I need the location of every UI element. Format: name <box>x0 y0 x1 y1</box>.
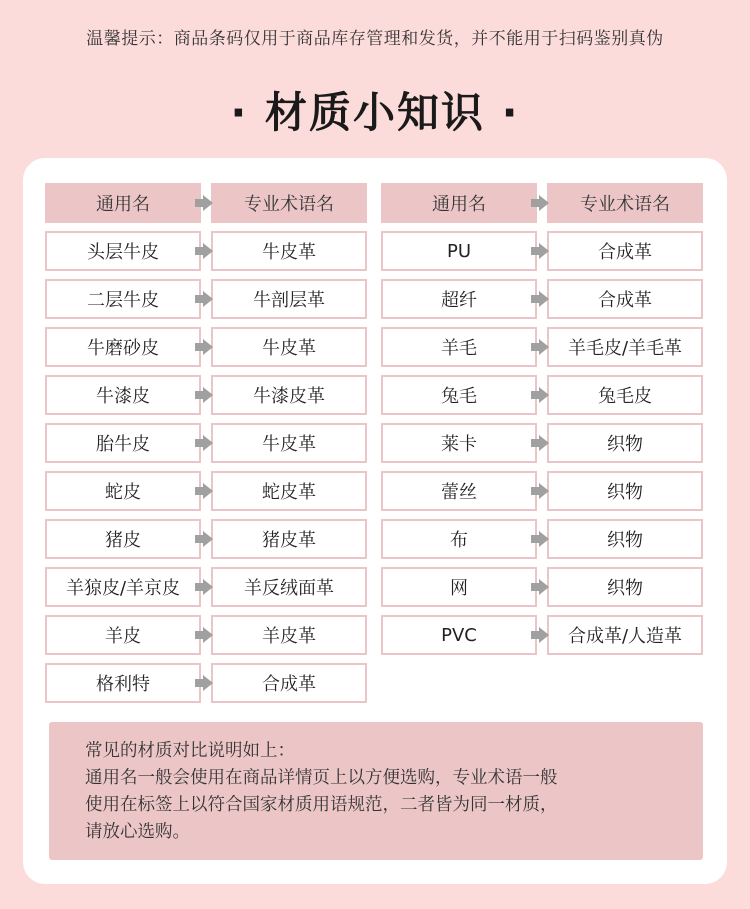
term-name-cell: 牛皮革 <box>211 231 367 271</box>
arrow-right-icon <box>531 627 549 643</box>
table-row <box>45 519 367 559</box>
common-name-cell: 羊皮 <box>45 615 201 655</box>
common-name-cell: 网 <box>381 567 537 607</box>
note-line: 使用在标签上以符合国家材质用语规范，二者皆为同一材质， <box>85 795 558 815</box>
common-name-cell: PU <box>381 231 537 271</box>
table-row <box>381 231 703 271</box>
arrow-right-icon <box>531 291 549 307</box>
explanation-note <box>49 722 703 860</box>
table-row <box>381 567 703 607</box>
table-row <box>381 519 703 559</box>
term-name-cell: 牛漆皮革 <box>211 375 367 415</box>
common-name-cell: 蛇皮 <box>45 471 201 511</box>
arrow-right-icon <box>195 579 213 595</box>
term-name-cell: 羊反绒面革 <box>211 567 367 607</box>
term-name-cell: 织物 <box>547 519 703 559</box>
term-name-cell: 牛皮革 <box>211 423 367 463</box>
arrow-right-icon <box>531 531 549 547</box>
term-name-cell: 牛皮革 <box>211 327 367 367</box>
arrow-right-icon <box>531 339 549 355</box>
table-row <box>45 567 367 607</box>
arrow-right-icon <box>195 435 213 451</box>
term-name-cell: 合成革 <box>547 279 703 319</box>
term-name-cell: 合成革 <box>547 231 703 271</box>
arrow-right-icon <box>531 195 549 211</box>
term-name-cell: 羊毛皮/羊毛革 <box>547 327 703 367</box>
material-card <box>23 158 727 884</box>
table-row <box>381 279 703 319</box>
arrow-right-icon <box>531 387 549 403</box>
common-name-cell: 牛漆皮 <box>45 375 201 415</box>
table-row <box>381 423 703 463</box>
arrow-right-icon <box>195 291 213 307</box>
table-row <box>45 231 367 271</box>
right-material-table <box>381 183 703 663</box>
arrow-right-icon <box>195 675 213 691</box>
table-header-row <box>381 183 703 223</box>
table-row <box>381 615 703 655</box>
header-term-name: 专业术语名 <box>547 183 703 223</box>
term-name-cell: 合成革/人造革 <box>547 615 703 655</box>
header-common-name: 通用名 <box>45 183 201 223</box>
table-row <box>381 375 703 415</box>
term-name-cell: 合成革 <box>211 663 367 703</box>
common-name-cell: 羊猄皮/羊京皮 <box>45 567 201 607</box>
common-name-cell: 莱卡 <box>381 423 537 463</box>
common-name-cell: PVC <box>381 615 537 655</box>
common-name-cell: 胎牛皮 <box>45 423 201 463</box>
table-row <box>381 327 703 367</box>
arrow-right-icon <box>195 243 213 259</box>
table-row <box>45 663 367 703</box>
common-name-cell: 二层牛皮 <box>45 279 201 319</box>
table-row <box>45 471 367 511</box>
note-line: 常见的材质对比说明如上： <box>85 741 295 761</box>
arrow-right-icon <box>195 195 213 211</box>
notice-text: 温馨提示：商品条码仅用于商品库存管理和发货，并不能用于扫码鉴别真伪 <box>86 29 664 49</box>
header-common-name: 通用名 <box>381 183 537 223</box>
table-row <box>45 279 367 319</box>
table-header-row <box>45 183 367 223</box>
header-term-name: 专业术语名 <box>211 183 367 223</box>
common-name-cell: 羊毛 <box>381 327 537 367</box>
note-line: 请放心选购。 <box>85 822 190 842</box>
term-name-cell: 猪皮革 <box>211 519 367 559</box>
arrow-right-icon <box>531 435 549 451</box>
note-line: 通用名一般会使用在商品详情页上以方便选购，专业术语一般 <box>85 768 558 788</box>
table-row <box>45 327 367 367</box>
term-name-cell: 牛剖层革 <box>211 279 367 319</box>
term-name-cell: 羊皮革 <box>211 615 367 655</box>
table-row <box>45 423 367 463</box>
arrow-right-icon <box>195 627 213 643</box>
term-name-cell: 蛇皮革 <box>211 471 367 511</box>
table-row <box>45 615 367 655</box>
arrow-right-icon <box>195 531 213 547</box>
arrow-right-icon <box>195 483 213 499</box>
arrow-right-icon <box>531 243 549 259</box>
common-name-cell: 布 <box>381 519 537 559</box>
table-row <box>381 471 703 511</box>
common-name-cell: 超纤 <box>381 279 537 319</box>
arrow-right-icon <box>195 387 213 403</box>
term-name-cell: 兔毛皮 <box>547 375 703 415</box>
table-row <box>45 375 367 415</box>
page-title: · 材质小知识 · <box>230 88 520 137</box>
left-material-table <box>45 183 367 711</box>
common-name-cell: 牛磨砂皮 <box>45 327 201 367</box>
arrow-right-icon <box>195 339 213 355</box>
common-name-cell: 格利特 <box>45 663 201 703</box>
term-name-cell: 织物 <box>547 423 703 463</box>
common-name-cell: 猪皮 <box>45 519 201 559</box>
term-name-cell: 织物 <box>547 567 703 607</box>
arrow-right-icon <box>531 579 549 595</box>
term-name-cell: 织物 <box>547 471 703 511</box>
common-name-cell: 头层牛皮 <box>45 231 201 271</box>
arrow-right-icon <box>531 483 549 499</box>
common-name-cell: 蕾丝 <box>381 471 537 511</box>
common-name-cell: 兔毛 <box>381 375 537 415</box>
